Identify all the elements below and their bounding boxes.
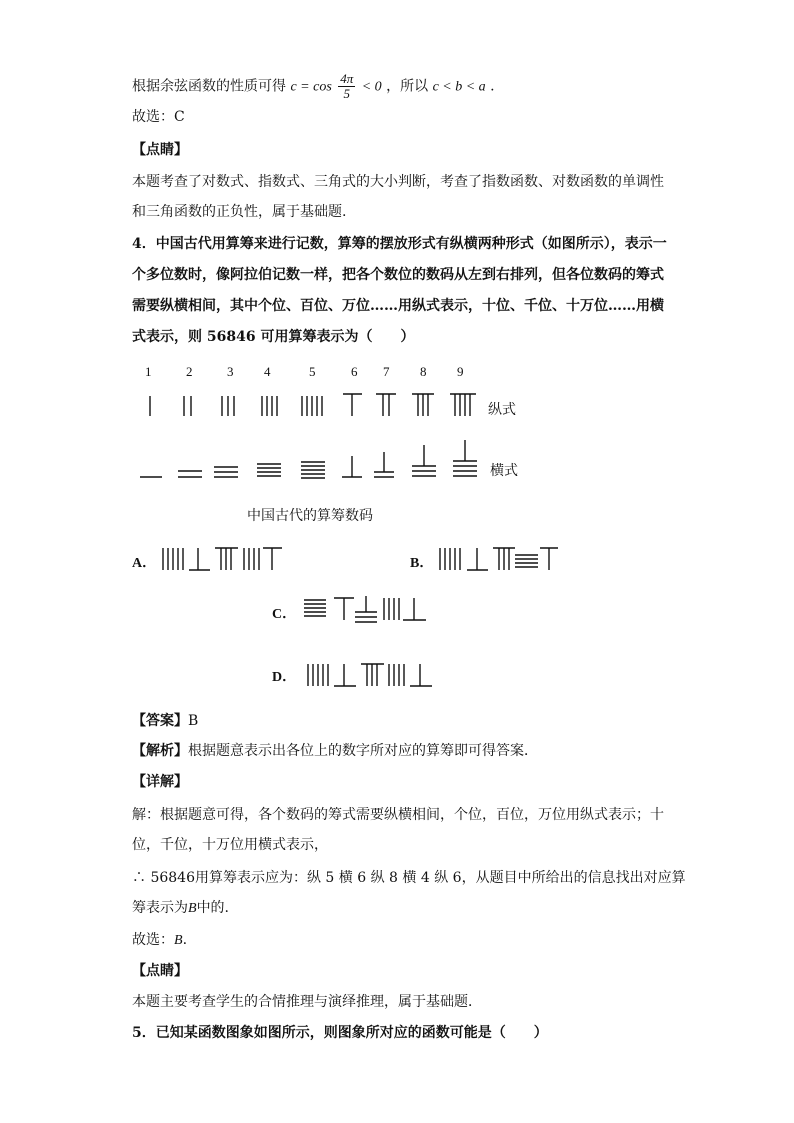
dianjing2-text: 本题主要考查学生的合情推理与演绎推理，属于基础题．: [132, 994, 482, 1010]
option-c-label: C．: [272, 607, 297, 622]
question4-line3: 需要纵横相间，其中个位、百位、万位……用纵式表示，十位、千位、十万位……用横: [132, 298, 664, 314]
rod-horizontal-4: [257, 464, 281, 476]
question4-line1: 4．中国古代用算筹来进行记数，算筹的摆放形式有纵横两种形式（如图所示），表示一: [132, 236, 667, 252]
detail-heading: 【详解】: [132, 774, 188, 790]
option-b-rods: [440, 548, 558, 570]
detail-line2: 位，千位，十万位用横式表示，: [132, 837, 328, 853]
digit-label: 2: [186, 364, 193, 379]
digit-label: 8: [420, 364, 427, 379]
text-segment: .: [182, 932, 188, 948]
analysis-tag: 【解析】: [132, 743, 188, 759]
digit-label: 5: [309, 364, 316, 379]
analysis-line: [132, 741, 538, 761]
text-segment: .: [490, 78, 495, 95]
rod-vertical-5: [302, 396, 322, 416]
dianjing-heading: 【点睛】: [132, 142, 188, 158]
rod-horizontal-6: [342, 456, 362, 477]
rod-horizontal-3: [214, 467, 238, 477]
answer-value: B: [188, 713, 199, 729]
rod-horizontal-2: [178, 471, 202, 477]
digit-label: 4: [264, 364, 271, 379]
digit-label: 9: [457, 364, 464, 379]
answer-tag: 【答案】: [132, 713, 188, 729]
digit-label: 7: [383, 364, 390, 379]
math-expression: B: [188, 901, 197, 916]
option-b-label: B．: [410, 556, 434, 571]
vertical-form-label: 纵式: [488, 402, 516, 418]
digit-label: 1: [145, 364, 152, 379]
question4-line4: 式表示，则 56846 可用算筹表示为（ ）: [132, 329, 415, 345]
fraction-denominator: 5: [343, 86, 350, 101]
digit-label: 6: [351, 364, 358, 379]
answer-choice-c: 故选：C: [132, 109, 185, 125]
option-c-rods: [304, 596, 426, 622]
dianjing-text-line2: 和三角函数的正负性，属于基础题.: [132, 204, 347, 220]
analysis-text: 根据题意表示出各位上的数字所对应的算筹即可得答案．: [188, 743, 538, 759]
math-expression: c < b < a: [432, 79, 486, 95]
choose-line: [132, 930, 187, 951]
question5-line: 5．已知某函数图象如图所示，则图象所对应的函数可能是（ ）: [132, 1025, 548, 1041]
rod-vertical-3: [222, 396, 234, 416]
fraction-numerator: 4π: [340, 71, 354, 86]
rod-vertical-8: [412, 394, 434, 416]
rod-vertical-6: [343, 394, 362, 416]
detail-line1: 解：根据题意可得，各个数码的筹式需要纵横相间，个位，百位，万位用纵式表示；十: [132, 807, 664, 823]
digit-label: 3: [227, 364, 234, 379]
text-segment: 故选：: [132, 932, 174, 948]
rod-horizontal-8: [412, 445, 436, 476]
detail-line4: [132, 898, 229, 919]
figure-caption: 中国古代的算筹数码: [247, 508, 373, 524]
horizontal-form-label: 横式: [490, 463, 518, 479]
option-a-label: A．: [132, 556, 157, 571]
answer-line: [132, 711, 198, 731]
detail-line3: ∴ 56846用算筹表示应为：纵 5 横 6 纵 8 横 4 纵 6，从题目中所给出的信息找出对应算: [132, 870, 686, 886]
math-expression: < 0: [361, 79, 382, 95]
rod-vertical-4: [262, 396, 277, 416]
dianjing-text-line1: 本题考查了对数式、指数式、三角式的大小判断，考查了指数函数、对数函数的单调性: [132, 174, 664, 190]
rod-vertical-7: [376, 394, 396, 416]
option-a-rods: [163, 548, 282, 570]
text-segment: 中的.: [196, 900, 230, 916]
rod-horizontal-5: [301, 462, 325, 478]
option-d-label: D．: [272, 670, 297, 685]
rod-vertical-9: [450, 394, 476, 416]
rod-horizontal-9: [453, 440, 477, 476]
text-segment: 根据余弦函数的性质可得: [132, 78, 286, 95]
rod-vertical-2: [184, 396, 191, 416]
math-expression: c = cos: [290, 79, 332, 95]
rod-horizontal-7: [374, 452, 394, 477]
option-d-rods: [308, 664, 432, 686]
question4-line2: 个多位数时，像阿拉伯记数一样，把各个数位的数码从左到右排列，但各位数码的筹式: [132, 267, 664, 283]
math-expression: B: [174, 933, 183, 948]
text-segment: ，所以: [386, 78, 429, 95]
text-segment: 筹表示为: [132, 900, 188, 916]
dianjing2-heading: 【点睛】: [132, 963, 188, 979]
